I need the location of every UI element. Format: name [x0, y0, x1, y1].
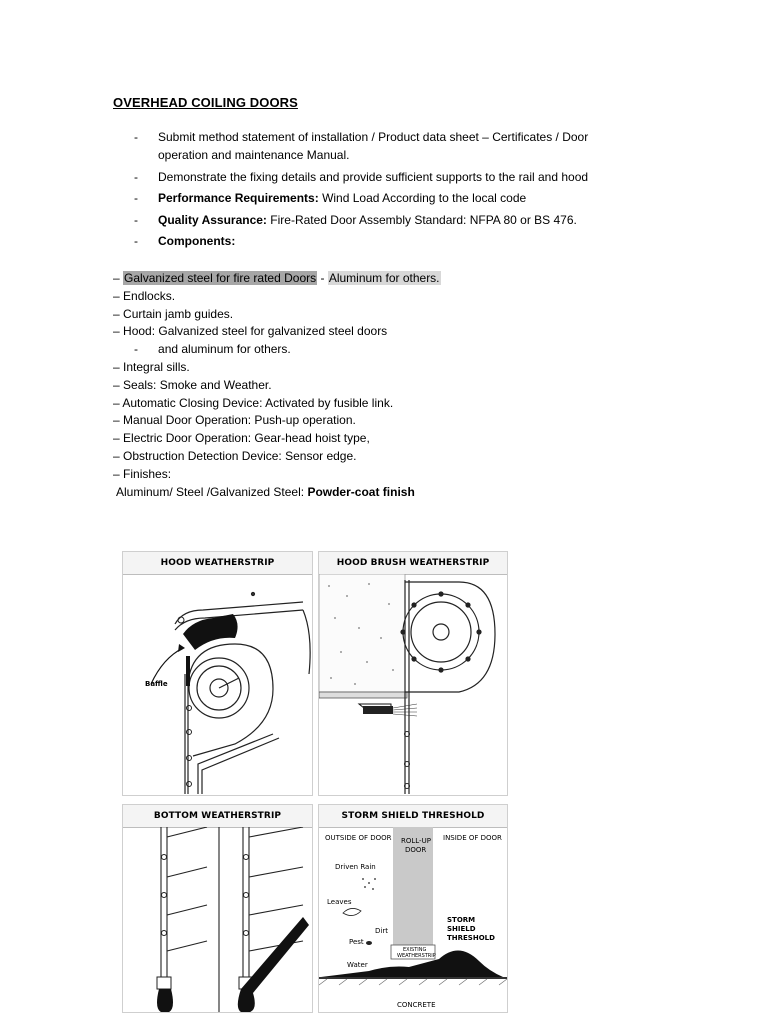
- dash-bullet: -: [134, 169, 138, 184]
- list-item: [113, 394, 633, 412]
- baffle-label: Baffle: [145, 680, 168, 688]
- separator: -: [320, 271, 325, 285]
- panel-title: HOOD WEATHERSTRIP: [123, 552, 312, 575]
- dash-bullet: –: [113, 413, 120, 428]
- highlighted-text: Galvanized steel for fire rated Doors: [124, 271, 317, 285]
- list-item: [113, 358, 633, 376]
- dash-bullet: –: [113, 271, 120, 285]
- item-text: Curtain jamb guides.: [123, 306, 234, 321]
- storm-shield-drawing: [319, 827, 508, 1013]
- leaves-label: Leaves: [327, 898, 352, 906]
- inside-door-label: INSIDE OF DOOR: [443, 834, 502, 842]
- item-text: Obstruction Detection Device: Sensor edge.: [123, 448, 357, 463]
- requirement-label: Performance Requirements:: [158, 191, 319, 205]
- bottom-weatherstrip-panel: [122, 804, 313, 1013]
- item-text: Endlocks.: [123, 288, 176, 303]
- concrete-label: CONCRETE: [397, 1001, 436, 1009]
- list-item: [113, 340, 633, 358]
- list-item: [134, 128, 654, 164]
- dash-bullet: –: [113, 288, 120, 303]
- dash-bullet: -: [134, 342, 138, 357]
- item-text: Hood: Galvanized steel for galvanized steel doors: [123, 324, 388, 339]
- panel-title: STORM SHIELD THRESHOLD: [319, 805, 507, 828]
- weatherstrip-detail-figure: [122, 551, 508, 1013]
- hood-brush-drawing: [319, 574, 508, 796]
- requirement-text-cont: operation and maintenance Manual.: [158, 148, 350, 162]
- item-text: and aluminum for others.: [158, 342, 291, 357]
- finish-coating: Powder-coat finish: [307, 485, 415, 499]
- rollup-door-label: ROLL-UP: [401, 837, 431, 845]
- pest-label: Pest: [349, 938, 364, 946]
- brush-holder: [363, 706, 393, 714]
- list-item: [113, 411, 633, 429]
- dash-bullet: –: [113, 395, 120, 410]
- requirement-text: Wind Load According to the local code: [322, 191, 527, 205]
- list-item: [113, 305, 633, 323]
- requirements-list: [134, 128, 654, 254]
- finish-materials: Aluminum/ Steel /Galvanized Steel:: [116, 485, 305, 499]
- dash-bullet: –: [113, 377, 120, 392]
- requirement-text: Demonstrate the fixing details and provide sufficient supports to the rail and hood: [158, 169, 589, 184]
- highlighted-text: Aluminum for others.: [328, 271, 440, 285]
- list-item: [134, 189, 654, 207]
- list-item: [134, 168, 654, 186]
- list-item: [134, 211, 654, 229]
- requirement-text: Fire-Rated Door Assembly Standard: NFPA 80 or BS 476.: [270, 212, 577, 227]
- existing-weatherstrip-label-2: WEATHERSTRIP: [397, 953, 436, 959]
- dash-bullet: -: [134, 130, 138, 144]
- bottom-weatherstrip-drawing: [123, 827, 313, 1013]
- item-text: Seals: Smoke and Weather.: [123, 377, 272, 392]
- item-text: Integral sills.: [123, 359, 190, 374]
- list-item: [113, 376, 633, 394]
- hood-weatherstrip-drawing: [123, 574, 313, 796]
- list-item: [113, 429, 633, 447]
- item-text: Automatic Closing Device: Activated by fusible link.: [122, 395, 394, 410]
- page-title: OVERHEAD COILING DOORS: [113, 95, 298, 110]
- dash-bullet: –: [113, 431, 120, 446]
- dash-bullet: -: [134, 212, 138, 227]
- hood-brush-weatherstrip-panel: [318, 551, 508, 796]
- dash-bullet: –: [113, 306, 120, 321]
- dash-bullet: –: [113, 324, 120, 339]
- dash-bullet: –: [113, 448, 120, 463]
- storm-label-3: THRESHOLD: [447, 934, 495, 942]
- existing-weatherstrip-label: EXISTING: [403, 947, 427, 953]
- list-item: [134, 232, 654, 250]
- dirt-label: Dirt: [375, 927, 388, 935]
- list-item: [113, 287, 633, 305]
- hood-weatherstrip-panel: [122, 551, 313, 796]
- list-item: [113, 447, 633, 465]
- components-list: [113, 269, 633, 483]
- requirement-label: Quality Assurance:: [158, 212, 267, 227]
- list-item: [113, 465, 633, 483]
- storm-shield-threshold-panel: [318, 804, 508, 1013]
- bottom-seal-left: [157, 989, 173, 1013]
- requirement-text: Submit method statement of installation / Product data sheet – Certificates / Door: [158, 130, 589, 144]
- requirement-label: Components:: [158, 234, 236, 248]
- dash-bullet: –: [113, 359, 120, 374]
- driven-rain-label: Driven Rain: [335, 863, 376, 871]
- rollup-door-label-2: DOOR: [405, 846, 427, 854]
- storm-label: STORM: [447, 916, 476, 924]
- item-text: Finishes:: [123, 466, 172, 481]
- dash-bullet: -: [134, 191, 138, 205]
- water-label: Water: [347, 961, 368, 969]
- list-item: [113, 322, 633, 340]
- storm-label-2: SHIELD: [447, 925, 476, 933]
- dash-bullet: –: [113, 466, 120, 481]
- item-text: Manual Door Operation: Push-up operation.: [123, 413, 356, 428]
- panel-title: BOTTOM WEATHERSTRIP: [123, 805, 312, 828]
- item-text: Electric Door Operation: Gear-head hoist type,: [123, 431, 370, 446]
- panel-title: HOOD BRUSH WEATHERSTRIP: [319, 552, 507, 575]
- outside-door-label: OUTSIDE OF DOOR: [325, 834, 392, 842]
- finish-line: [116, 483, 415, 501]
- list-item: [113, 269, 633, 287]
- dash-bullet: -: [134, 234, 138, 248]
